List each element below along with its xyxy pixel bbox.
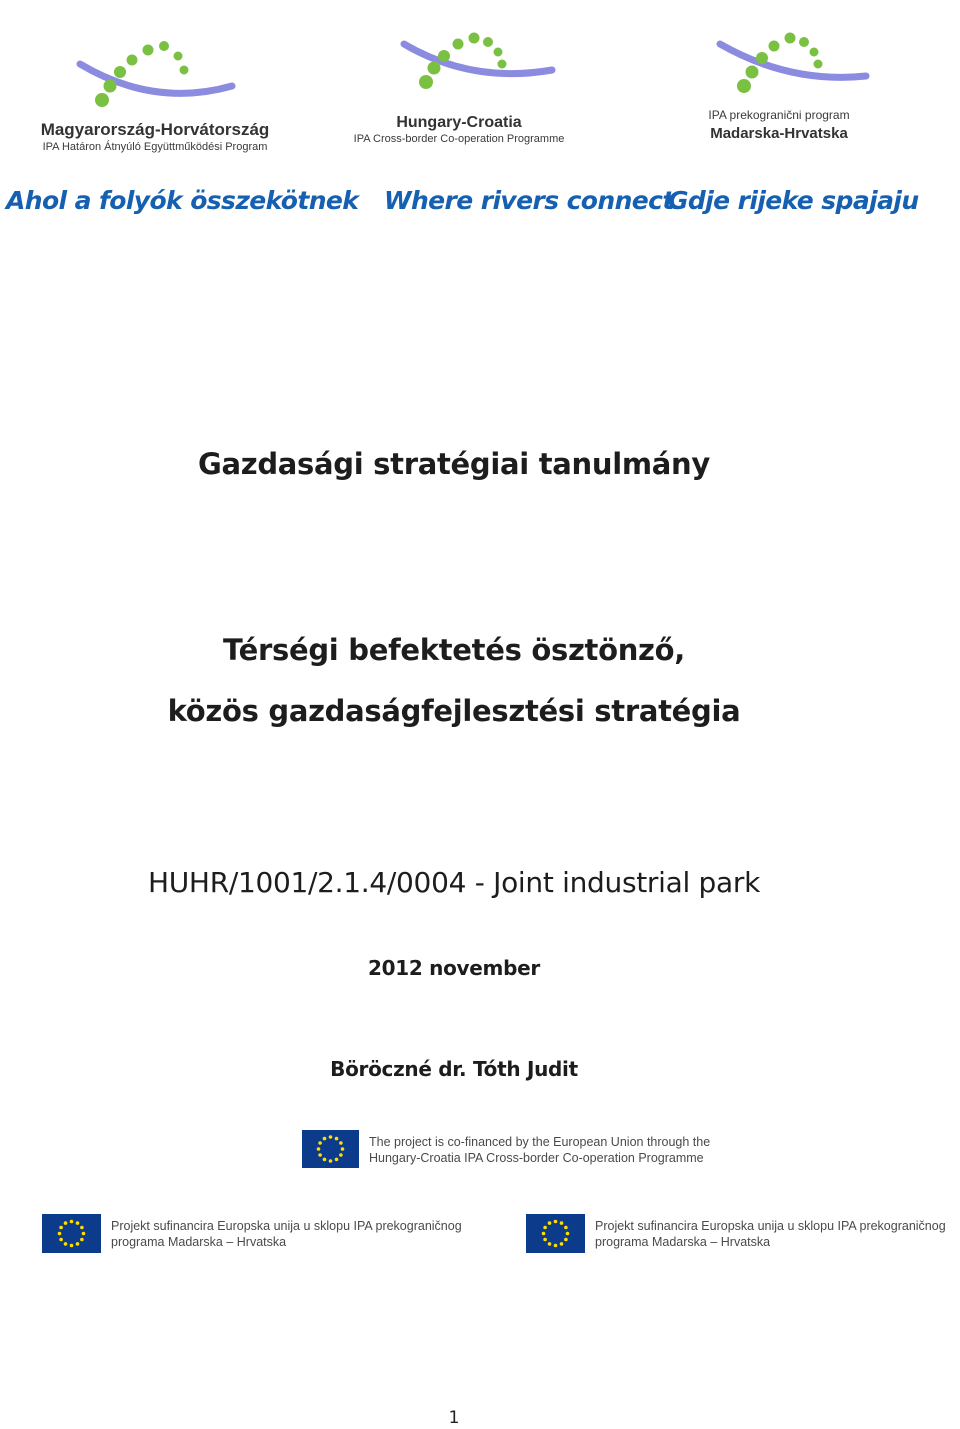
logo-hr-line2: Madarska-Hrvatska [710, 125, 848, 142]
programme-logo-icon [654, 0, 904, 110]
project-reference: HUHR/1001/2.1.4/0004 - Joint industrial park [147, 866, 760, 899]
logo-hu-hr-line1: Magyarország-Horvátország [40, 120, 270, 139]
slogan-hungarian: Ahol a folyók összekötnek [6, 186, 359, 215]
logo-en-line2: IPA Cross-border Co-operation Programme [353, 133, 565, 145]
eu-banner-croatian-right-line2: programa Madarska – Hrvatska [595, 1235, 771, 1249]
document-type-title: Gazdasági stratégiai tanulmány [197, 447, 711, 481]
eu-banner-english-line2: Hungary-Croatia IPA Cross-border Co-operation Programme [369, 1151, 704, 1165]
logo-hu-hr-line2: IPA Határon Átnyúló Együttműködési Program [42, 141, 268, 153]
logo-en-line1: Hungary-Croatia [396, 114, 522, 131]
logo-en [322, 0, 596, 178]
eu-flag-icon [302, 1130, 359, 1168]
logo-hr [654, 0, 904, 178]
slogan-english: Where rivers connect [384, 186, 674, 215]
eu-banner-croatian-right-line1: Projekt sufinancira Europska unija u sklopu IPA prekograničnog [595, 1219, 946, 1233]
eu-banner-english-line1: The project is co-financed by the European Union through the [369, 1135, 711, 1149]
eu-banner-croatian-left-line2: programa Madarska – Hrvatska [111, 1235, 287, 1249]
slogan-croatian: Gdje rijeke spajaju [668, 186, 919, 215]
eu-banner-english [302, 1128, 722, 1172]
eu-flag-icon [526, 1214, 585, 1253]
programme-logo-icon [322, 0, 596, 110]
eu-banner-croatian-left [42, 1212, 482, 1256]
logo-hu-hr [14, 0, 296, 178]
page-number: 1 [448, 1408, 460, 1428]
main-title-line1: Térségi befektetés ösztönző, [223, 633, 685, 667]
eu-banner-croatian-right [526, 1212, 956, 1256]
document-author: Böröczné dr. Tóth Judit [330, 1057, 578, 1081]
eu-banner-english-text [369, 1134, 710, 1166]
eu-banner-croatian-left-line1: Projekt sufinancira Europska unija u sklopu IPA prekograničnog [111, 1219, 462, 1233]
logo-hr-line1: IPA prekogranični program [708, 108, 850, 122]
eu-banner-croatian-right-text [595, 1218, 946, 1250]
document-date: 2012 november [368, 956, 540, 980]
eu-flag-icon [42, 1214, 101, 1253]
programme-logo-icon [14, 0, 296, 110]
eu-banner-croatian-left-text [111, 1218, 462, 1250]
main-title-line2: közös gazdaságfejlesztési stratégia [167, 694, 741, 728]
